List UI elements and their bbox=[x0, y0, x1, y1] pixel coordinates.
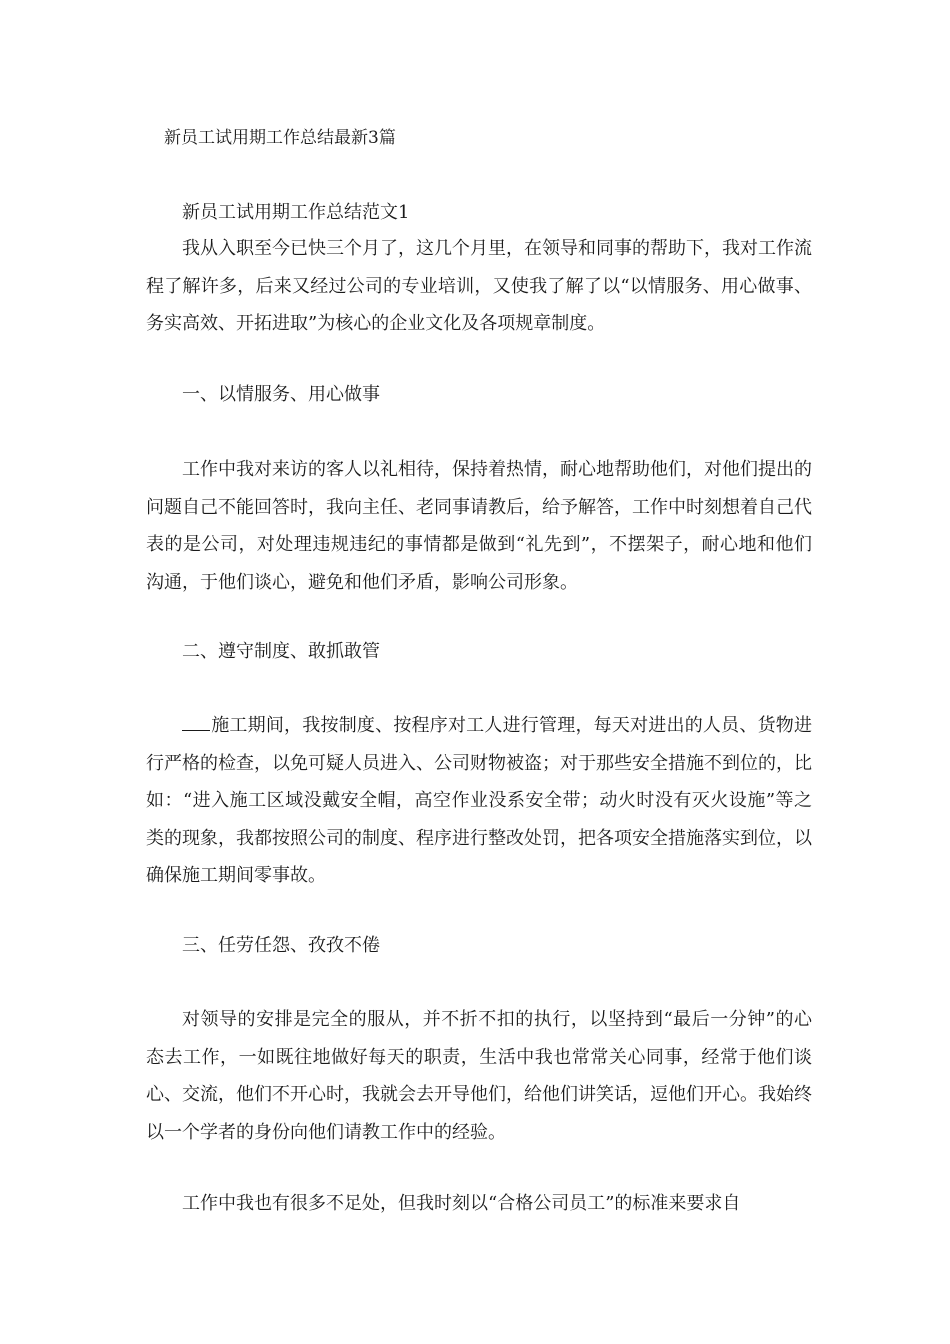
section-title: 新员工试用期工作总结范文1 bbox=[182, 202, 410, 223]
section-heading-3: 三、任劳任怨、孜孜不倦 bbox=[182, 935, 380, 956]
section-body-3: 对领导的安排是完全的服从，并不折不扣的执行，以坚持到“最后一分钟”的心态去工作，一如既往地做好每天的职责，生活中我也常常关心同事，经常于他们谈心、交流，他们不开心时，我就会去开导他们，给他们讲笑话，逗他们开心。我始终以一个学者的身份向他们请教工作中的经验。 bbox=[146, 1009, 812, 1143]
section-body-1: 工作中我对来访的客人以礼相待，保持着热情，耐心地帮助他们，对他们提出的问题自己不能回答时，我向主任、老同事请教后，给予解答，工作中时刻想着自己代表的是公司，对处理违规违纪的事情都是做到“礼先到”，不摆架子，耐心地和他们沟通，于他们谈心，避免和他们矛盾，影响公司形象。 bbox=[146, 459, 812, 593]
section-body-2-text: 施工期间，我按制度、按程序对工人进行管理，每天对进出的人员、货物进行严格的检查，以免可疑人员进入、公司财物被盗；对于那些安全措施不到位的，比如：“进入施工区域没戴安全帽，高空作业没系安全带；动火时没有灭火设施”等之类的现象，我都按照公司的制度、程序进行整改处罚，把各项安全措施落实到位，以确保施工期间零事故。 bbox=[146, 715, 812, 886]
section-body-2 bbox=[146, 707, 812, 895]
section-heading-1: 一、以情服务、用心做事 bbox=[182, 384, 380, 405]
blank-underline bbox=[182, 712, 210, 731]
document-title: 新员工试用期工作总结最新3篇 bbox=[164, 128, 396, 148]
closing-paragraph: 工作中我也有很多不足处，但我时刻以“合格公司员工”的标准来要求自 bbox=[182, 1193, 741, 1214]
section-heading-2: 二、遵守制度、敢抓敢管 bbox=[182, 641, 380, 662]
intro-paragraph: 我从入职至今已快三个月了，这几个月里，在领导和同事的帮助下，我对工作流程了解许多，后来又经过公司的专业培训，又使我了解了以“以情服务、用心做事、务实高效、开拓进取”为核心的企业文化及各项规章制度。 bbox=[146, 238, 812, 334]
